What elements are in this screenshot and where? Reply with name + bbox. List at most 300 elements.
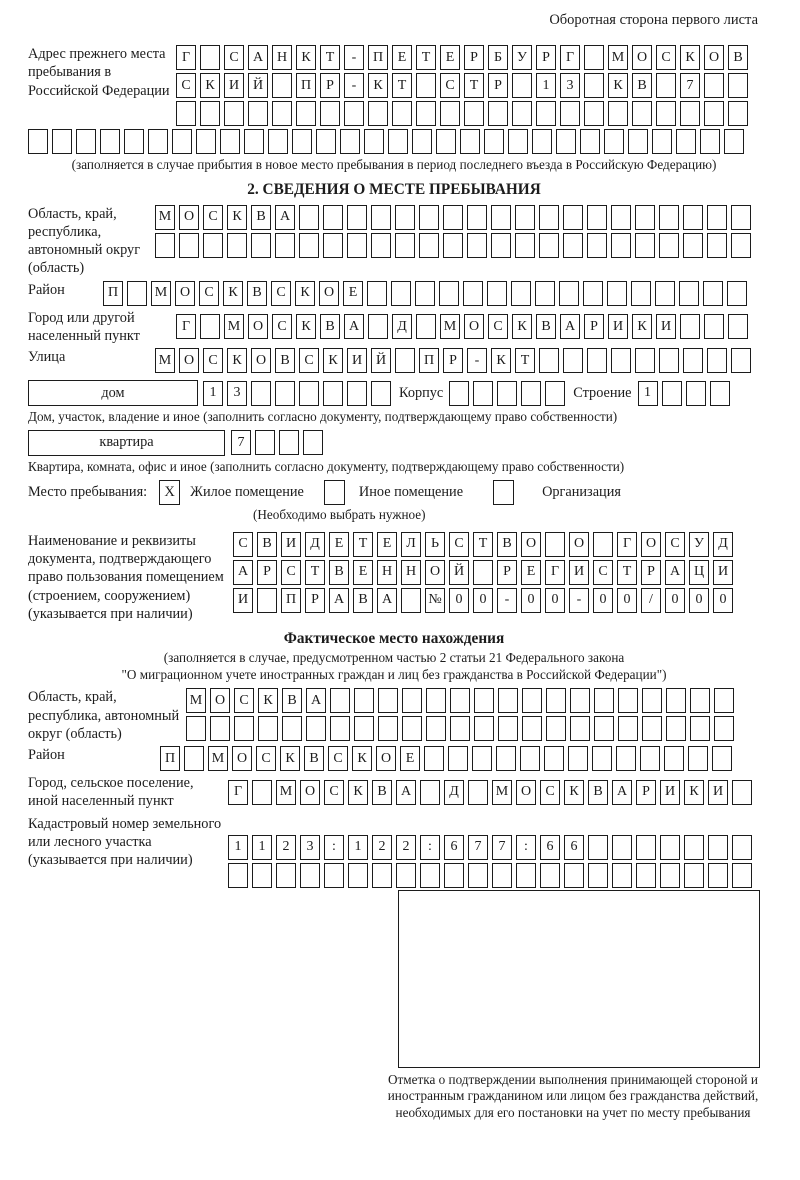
char-cell-filled[interactable]: А [233,560,253,585]
char-cell-empty[interactable] [464,101,484,126]
char-cell-filled[interactable]: Т [617,560,637,585]
char-cell-empty[interactable] [516,863,536,888]
char-cell-empty[interactable] [659,233,679,258]
char-cell-filled[interactable]: А [665,560,685,585]
char-cell-filled[interactable]: 0 [473,588,493,613]
char-cell-empty[interactable] [473,560,493,585]
char-cell-empty[interactable] [491,205,511,230]
char-cell-empty[interactable] [401,588,421,613]
char-cell-empty[interactable] [419,205,439,230]
char-cell-filled[interactable]: / [641,588,661,613]
char-cell-empty[interactable] [210,716,230,741]
char-cell-filled[interactable]: Р [443,348,463,373]
char-cell-filled[interactable]: С [234,688,254,713]
char-cell-empty[interactable] [179,233,199,258]
char-cell-empty[interactable] [448,746,468,771]
char-cell-empty[interactable] [710,381,730,406]
char-cell-filled[interactable]: Т [464,73,484,98]
char-cell-empty[interactable] [292,129,312,154]
char-cell-empty[interactable] [683,233,703,258]
char-cell-empty[interactable] [368,314,388,339]
char-cell-filled[interactable]: В [320,314,340,339]
char-cell-empty[interactable] [52,129,72,154]
char-cell-empty[interactable] [632,101,652,126]
char-cell-empty[interactable] [636,863,656,888]
char-cell-empty[interactable] [628,129,648,154]
char-cell-empty[interactable] [732,780,752,805]
char-cell-empty[interactable] [439,281,459,306]
char-cell-empty[interactable] [354,716,374,741]
char-cell-empty[interactable] [608,101,628,126]
char-cell-empty[interactable] [76,129,96,154]
char-cell-empty[interactable] [607,281,627,306]
char-cell-filled[interactable]: 0 [449,588,469,613]
char-cell-filled[interactable]: О [179,348,199,373]
char-cell-filled[interactable]: Д [392,314,412,339]
char-cell-empty[interactable] [220,129,240,154]
char-cell-filled[interactable]: Е [400,746,420,771]
char-cell-empty[interactable] [728,73,748,98]
char-cell-filled[interactable]: Н [377,560,397,585]
char-cell-empty[interactable] [684,863,704,888]
char-cell-empty[interactable] [347,205,367,230]
char-cell-filled[interactable]: Р [584,314,604,339]
char-cell-empty[interactable] [611,348,631,373]
char-cell-empty[interactable] [704,101,724,126]
char-cell-filled[interactable]: О [464,314,484,339]
char-cell-empty[interactable] [424,746,444,771]
char-cell-empty[interactable] [546,688,566,713]
char-cell-empty[interactable] [323,205,343,230]
char-cell-filled[interactable]: М [155,348,175,373]
char-cell-filled[interactable]: С [272,314,292,339]
char-cell-filled[interactable]: 6 [564,835,584,860]
char-cell-empty[interactable] [676,129,696,154]
char-cell-empty[interactable] [330,716,350,741]
char-cell-empty[interactable] [604,129,624,154]
char-cell-empty[interactable] [704,314,724,339]
char-cell-filled[interactable]: У [689,532,709,557]
char-cell-filled[interactable]: П [103,281,123,306]
char-cell-empty[interactable] [344,101,364,126]
char-cell-empty[interactable] [618,716,638,741]
char-cell-empty[interactable] [512,101,532,126]
char-cell-filled[interactable]: О [632,45,652,70]
char-cell-filled[interactable]: О [251,348,271,373]
char-cell-filled[interactable]: И [608,314,628,339]
char-cell-filled[interactable]: В [497,532,517,557]
char-cell-filled[interactable]: Й [248,73,268,98]
char-cell-filled[interactable]: Т [320,45,340,70]
char-cell-filled[interactable]: 1 [638,381,658,406]
char-cell-empty[interactable] [583,281,603,306]
char-cell-filled[interactable]: 0 [713,588,733,613]
char-cell-empty[interactable] [708,835,728,860]
char-cell-filled[interactable]: 1 [203,381,223,406]
char-cell-empty[interactable] [467,233,487,258]
char-cell-filled[interactable]: Г [176,45,196,70]
char-cell-empty[interactable] [656,73,676,98]
char-cell-empty[interactable] [402,716,422,741]
char-cell-empty[interactable] [704,73,724,98]
char-cell-filled[interactable]: Р [641,560,661,585]
char-cell-filled[interactable]: № [425,588,445,613]
char-cell-empty[interactable] [684,835,704,860]
char-cell-filled[interactable]: Н [401,560,421,585]
char-cell-filled[interactable]: М [186,688,206,713]
char-cell-empty[interactable] [415,281,435,306]
char-cell-empty[interactable] [272,73,292,98]
char-cell-filled[interactable]: П [368,45,388,70]
char-cell-filled[interactable]: А [248,45,268,70]
char-cell-empty[interactable] [412,129,432,154]
char-cell-filled[interactable]: : [420,835,440,860]
char-cell-filled[interactable]: И [281,532,301,557]
char-cell-filled[interactable]: В [251,205,271,230]
char-cell-empty[interactable] [324,863,344,888]
char-cell-empty[interactable] [450,688,470,713]
char-cell-filled[interactable]: С [271,281,291,306]
char-cell-filled[interactable]: 0 [545,588,565,613]
char-cell-empty[interactable] [686,381,706,406]
char-cell-filled[interactable]: С [281,560,301,585]
char-cell-empty[interactable] [251,233,271,258]
char-cell-empty[interactable] [224,101,244,126]
char-cell-filled[interactable]: В [275,348,295,373]
char-cell-filled[interactable]: И [660,780,680,805]
char-cell-filled[interactable]: С [203,348,223,373]
char-cell-filled[interactable]: Ц [689,560,709,585]
char-cell-empty[interactable] [420,863,440,888]
char-cell-empty[interactable] [279,430,299,455]
char-cell-filled[interactable]: А [275,205,295,230]
char-cell-empty[interactable] [546,716,566,741]
char-cell-empty[interactable] [396,863,416,888]
char-cell-filled[interactable]: С [224,45,244,70]
char-cell-filled[interactable]: И [708,780,728,805]
char-cell-empty[interactable] [484,129,504,154]
char-cell-filled[interactable]: О [704,45,724,70]
char-cell-filled[interactable]: А [329,588,349,613]
char-cell-filled[interactable]: И [233,588,253,613]
char-cell-empty[interactable] [522,716,542,741]
char-cell-filled[interactable]: О [516,780,536,805]
char-cell-filled[interactable]: Е [377,532,397,557]
char-cell-empty[interactable] [594,688,614,713]
char-cell-filled[interactable]: С [256,746,276,771]
char-cell-empty[interactable] [662,381,682,406]
char-cell-empty[interactable] [707,233,727,258]
char-cell-empty[interactable] [234,716,254,741]
char-cell-empty[interactable] [707,205,727,230]
char-cell-filled[interactable]: С [488,314,508,339]
char-cell-empty[interactable] [416,314,436,339]
char-cell-filled[interactable]: В [282,688,302,713]
char-cell-filled[interactable]: Р [464,45,484,70]
char-cell-empty[interactable] [714,716,734,741]
char-cell-empty[interactable] [539,233,559,258]
char-cell-empty[interactable] [420,780,440,805]
char-cell-empty[interactable] [652,129,672,154]
char-cell-empty[interactable] [367,281,387,306]
char-cell-filled[interactable]: А [344,314,364,339]
char-cell-empty[interactable] [680,101,700,126]
char-cell-filled[interactable]: Л [401,532,421,557]
char-cell-filled[interactable]: Е [343,281,363,306]
char-cell-empty[interactable] [688,746,708,771]
char-cell-empty[interactable] [172,129,192,154]
char-cell-empty[interactable] [227,233,247,258]
char-cell-empty[interactable] [419,233,439,258]
char-cell-filled[interactable]: А [560,314,580,339]
char-cell-filled[interactable]: С [656,45,676,70]
checkbox-residential[interactable]: X [159,480,180,505]
char-cell-filled[interactable]: Р [536,45,556,70]
char-cell-empty[interactable] [392,101,412,126]
char-cell-empty[interactable] [563,348,583,373]
char-cell-empty[interactable] [323,381,343,406]
char-cell-filled[interactable]: Е [353,560,373,585]
char-cell-filled[interactable]: Е [521,560,541,585]
char-cell-filled[interactable]: К [280,746,300,771]
char-cell-empty[interactable] [395,205,415,230]
char-cell-filled[interactable]: Д [713,532,733,557]
char-cell-empty[interactable] [354,688,374,713]
char-cell-filled[interactable]: Г [176,314,196,339]
char-cell-filled[interactable]: В [257,532,277,557]
char-cell-empty[interactable] [473,381,493,406]
char-cell-empty[interactable] [272,101,292,126]
char-cell-filled[interactable]: 0 [689,588,709,613]
char-cell-empty[interactable] [257,588,277,613]
char-cell-filled[interactable]: А [306,688,326,713]
char-cell-filled[interactable]: 6 [444,835,464,860]
char-cell-empty[interactable] [540,863,560,888]
char-cell-empty[interactable] [330,688,350,713]
char-cell-filled[interactable]: Р [320,73,340,98]
char-cell-empty[interactable] [252,780,272,805]
char-cell-empty[interactable] [416,73,436,98]
char-cell-empty[interactable] [300,863,320,888]
char-cell-empty[interactable] [467,205,487,230]
char-cell-empty[interactable] [184,746,204,771]
char-cell-filled[interactable]: С [233,532,253,557]
char-cell-empty[interactable] [728,314,748,339]
char-cell-filled[interactable]: О [569,532,589,557]
char-cell-empty[interactable] [402,688,422,713]
char-cell-filled[interactable]: В [588,780,608,805]
char-cell-filled[interactable]: 7 [468,835,488,860]
char-cell-filled[interactable]: Т [515,348,535,373]
char-cell-empty[interactable] [472,746,492,771]
char-cell-filled[interactable]: М [276,780,296,805]
char-cell-empty[interactable] [436,129,456,154]
char-cell-empty[interactable] [368,101,388,126]
char-cell-empty[interactable] [659,205,679,230]
char-cell-filled[interactable]: 6 [540,835,560,860]
char-cell-filled[interactable]: К [223,281,243,306]
char-cell-empty[interactable] [660,863,680,888]
char-cell-empty[interactable] [660,835,680,860]
char-cell-empty[interactable] [124,129,144,154]
char-cell-filled[interactable]: Е [329,532,349,557]
char-cell-empty[interactable] [584,73,604,98]
char-cell-filled[interactable]: 2 [276,835,296,860]
char-cell-filled[interactable]: В [304,746,324,771]
char-cell-empty[interactable] [714,688,734,713]
char-cell-empty[interactable] [372,863,392,888]
char-cell-filled[interactable]: И [569,560,589,585]
char-cell-filled[interactable]: М [492,780,512,805]
char-cell-empty[interactable] [508,129,528,154]
char-cell-empty[interactable] [248,101,268,126]
char-cell-filled[interactable]: Н [272,45,292,70]
char-cell-filled[interactable]: 0 [521,588,541,613]
char-cell-filled[interactable]: - [569,588,589,613]
char-cell-empty[interactable] [732,835,752,860]
char-cell-empty[interactable] [320,101,340,126]
char-cell-filled[interactable]: С [199,281,219,306]
char-cell-empty[interactable] [196,129,216,154]
char-cell-empty[interactable] [659,348,679,373]
char-cell-empty[interactable] [679,281,699,306]
char-cell-empty[interactable] [683,205,703,230]
char-cell-filled[interactable]: 2 [372,835,392,860]
char-cell-empty[interactable] [515,233,535,258]
char-cell-filled[interactable]: Г [228,780,248,805]
char-cell-filled[interactable]: И [224,73,244,98]
char-cell-filled[interactable]: А [377,588,397,613]
char-cell-filled[interactable]: Й [371,348,391,373]
char-cell-empty[interactable] [426,716,446,741]
char-cell-filled[interactable]: М [155,205,175,230]
char-cell-empty[interactable] [588,835,608,860]
char-cell-filled[interactable]: О [376,746,396,771]
char-cell-filled[interactable]: Т [305,560,325,585]
char-cell-filled[interactable]: - [497,588,517,613]
char-cell-filled[interactable]: М [208,746,228,771]
char-cell-filled[interactable]: И [347,348,367,373]
char-cell-empty[interactable] [176,101,196,126]
char-cell-filled[interactable]: О [521,532,541,557]
char-cell-filled[interactable]: 7 [680,73,700,98]
char-cell-empty[interactable] [594,716,614,741]
char-cell-empty[interactable] [731,205,751,230]
char-cell-filled[interactable]: Р [257,560,277,585]
char-cell-filled[interactable]: К [348,780,368,805]
char-cell-empty[interactable] [282,716,302,741]
char-cell-empty[interactable] [492,863,512,888]
char-cell-empty[interactable] [388,129,408,154]
char-cell-empty[interactable] [612,863,632,888]
checkbox-other-premises[interactable] [324,480,345,505]
char-cell-empty[interactable] [276,863,296,888]
char-cell-empty[interactable] [395,348,415,373]
char-cell-filled[interactable]: К [352,746,372,771]
char-cell-empty[interactable] [498,688,518,713]
char-cell-filled[interactable]: 7 [231,430,251,455]
char-cell-empty[interactable] [497,381,517,406]
char-cell-filled[interactable]: В [329,560,349,585]
char-cell-empty[interactable] [498,716,518,741]
char-cell-empty[interactable] [251,381,271,406]
char-cell-empty[interactable] [690,688,710,713]
char-cell-empty[interactable] [560,101,580,126]
char-cell-filled[interactable]: К [227,348,247,373]
char-cell-filled[interactable]: В [632,73,652,98]
char-cell-filled[interactable]: 0 [617,588,637,613]
char-cell-filled[interactable]: О [232,746,252,771]
char-cell-filled[interactable]: И [656,314,676,339]
char-cell-filled[interactable]: Д [305,532,325,557]
char-cell-empty[interactable] [244,129,264,154]
char-cell-empty[interactable] [511,281,531,306]
char-cell-empty[interactable] [303,430,323,455]
char-cell-empty[interactable] [545,532,565,557]
char-cell-filled[interactable]: К [632,314,652,339]
char-cell-empty[interactable] [440,101,460,126]
char-cell-empty[interactable] [690,716,710,741]
char-cell-filled[interactable]: В [372,780,392,805]
char-cell-filled[interactable]: Р [305,588,325,613]
char-cell-empty[interactable] [680,314,700,339]
char-cell-empty[interactable] [559,281,579,306]
char-cell-empty[interactable] [488,101,508,126]
char-cell-empty[interactable] [255,430,275,455]
char-cell-empty[interactable] [395,233,415,258]
char-cell-empty[interactable] [568,746,588,771]
char-cell-empty[interactable] [563,233,583,258]
char-cell-filled[interactable]: Ь [425,532,445,557]
char-cell-empty[interactable] [468,780,488,805]
char-cell-empty[interactable] [631,281,651,306]
char-cell-filled[interactable]: У [512,45,532,70]
char-cell-filled[interactable]: Г [560,45,580,70]
char-cell-empty[interactable] [299,381,319,406]
char-cell-filled[interactable]: С [176,73,196,98]
char-cell-filled[interactable]: С [328,746,348,771]
char-cell-filled[interactable]: Р [497,560,517,585]
char-cell-empty[interactable] [491,233,511,258]
char-cell-empty[interactable] [556,129,576,154]
char-cell-empty[interactable] [299,205,319,230]
char-cell-empty[interactable] [443,233,463,258]
char-cell-filled[interactable]: А [396,780,416,805]
char-cell-empty[interactable] [463,281,483,306]
char-cell-empty[interactable] [635,348,655,373]
char-cell-empty[interactable] [127,281,147,306]
char-cell-filled[interactable]: К [680,45,700,70]
char-cell-empty[interactable] [515,205,535,230]
char-cell-empty[interactable] [496,746,516,771]
char-cell-empty[interactable] [200,45,220,70]
char-cell-empty[interactable] [728,101,748,126]
char-cell-empty[interactable] [203,233,223,258]
char-cell-empty[interactable] [306,716,326,741]
char-cell-filled[interactable]: О [179,205,199,230]
char-cell-filled[interactable]: - [344,45,364,70]
char-cell-filled[interactable]: О [641,532,661,557]
char-cell-filled[interactable]: А [612,780,632,805]
char-cell-filled[interactable]: М [608,45,628,70]
char-cell-filled[interactable]: 0 [665,588,685,613]
char-cell-empty[interactable] [611,233,631,258]
char-cell-empty[interactable] [512,73,532,98]
char-cell-filled[interactable]: : [516,835,536,860]
char-cell-filled[interactable]: Р [636,780,656,805]
char-cell-empty[interactable] [296,101,316,126]
char-cell-filled[interactable]: Т [353,532,373,557]
